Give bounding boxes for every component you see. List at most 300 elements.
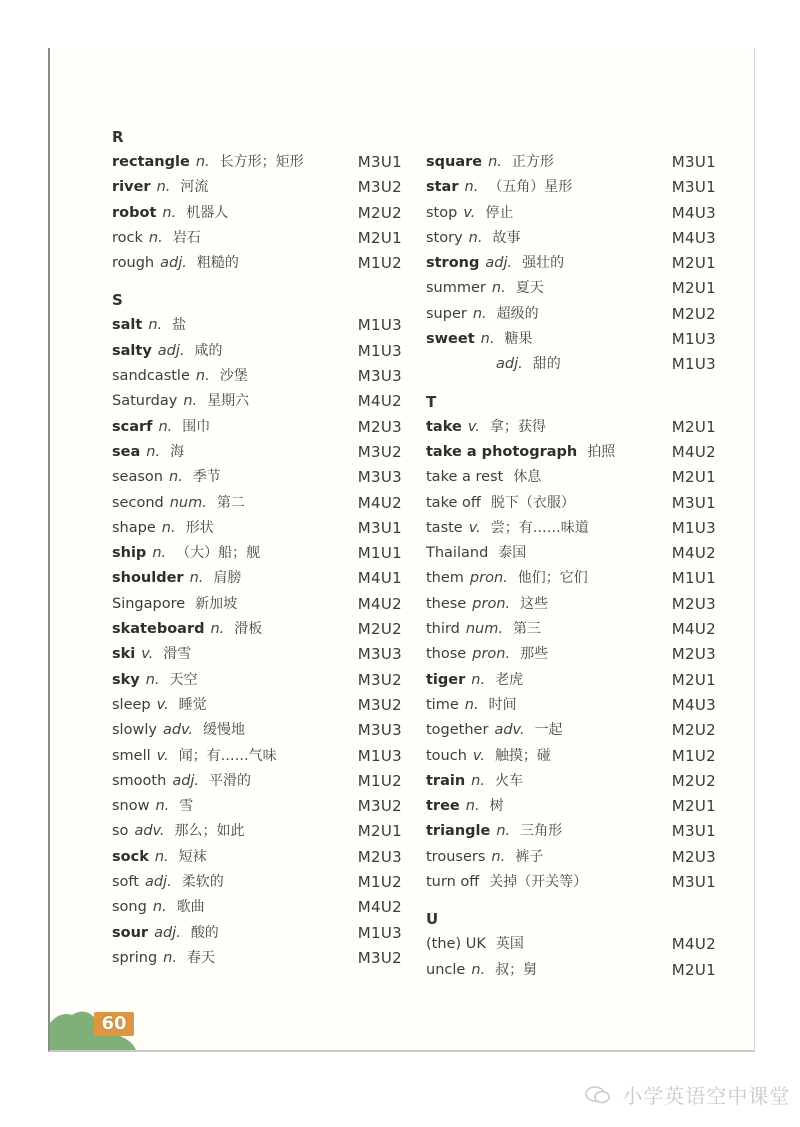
entry-unit: M2U1: [671, 417, 716, 436]
glossary-entry: [426, 226, 716, 251]
glossary-entry: [112, 541, 402, 566]
glossary-entry: [112, 566, 402, 591]
entry-part-of-speech: n.: [210, 621, 225, 638]
entry-word: salt: [112, 317, 143, 334]
entry-word: star: [426, 179, 459, 196]
entry-part-of-speech: n.: [183, 393, 198, 410]
entry-translation: 英国: [495, 936, 524, 953]
entry-translation: 火车: [494, 772, 523, 789]
entry-part-of-speech: n.: [154, 848, 169, 865]
wechat-icon: [585, 1085, 611, 1110]
entry-word: uncle: [426, 961, 466, 978]
entry-part-of-speech: n.: [464, 696, 479, 713]
entry-part-of-speech: n.: [480, 331, 495, 348]
left-column: [112, 125, 402, 971]
entry-translation: 正方形: [511, 154, 554, 170]
entry-part-of-speech: pron.: [472, 646, 511, 663]
entry-word: time: [426, 696, 459, 713]
entry-word: robot: [112, 204, 157, 221]
entry-translation: 海: [170, 443, 185, 460]
glossary-entry: [112, 389, 402, 414]
entry-part-of-speech: n.: [189, 570, 204, 587]
entry-part-of-speech: n.: [491, 280, 506, 297]
glossary-entry: [112, 150, 402, 175]
entry-unit: M3U1: [671, 822, 716, 841]
glossary-entry: [426, 819, 716, 844]
entry-word: song: [112, 899, 147, 916]
glossary-entry: [112, 744, 402, 769]
entry-translation: 河流: [180, 179, 209, 196]
entry-part-of-speech: n.: [168, 469, 183, 486]
section-letter: R: [112, 128, 124, 146]
entry-part-of-speech: n.: [471, 671, 486, 688]
entry-unit: M2U1: [671, 468, 716, 487]
entry-word: take a rest: [426, 469, 504, 486]
glossary-entry: [112, 794, 402, 819]
glossary-entry: [426, 958, 716, 983]
entry-part-of-speech: adj.: [496, 356, 523, 373]
entry-word: trousers: [426, 848, 486, 865]
entry-word: super: [426, 305, 467, 322]
entry-word: rock: [112, 229, 143, 246]
entry-word: Singapore: [112, 595, 186, 612]
entry-translation: 第二: [216, 494, 245, 511]
entry-unit: M1U2: [357, 873, 402, 892]
entry-unit: M4U2: [671, 620, 716, 639]
entry-part-of-speech: n.: [145, 671, 160, 688]
entry-part-of-speech: n.: [472, 305, 487, 322]
glossary-entry: [112, 201, 402, 226]
entry-word: take a photograph: [426, 443, 578, 460]
entry-part-of-speech: n.: [471, 772, 485, 789]
entry-unit: M4U2: [357, 493, 402, 512]
entry-unit: M2U1: [671, 960, 716, 979]
entry-translation: 甜的: [532, 356, 561, 373]
entry-part-of-speech: n.: [148, 317, 163, 334]
page-number: 60: [94, 1012, 134, 1036]
entry-translation: 岩石: [172, 229, 201, 246]
entry-unit: M4U2: [671, 442, 716, 461]
entry-translation: 三角形: [520, 823, 563, 840]
entry-unit: M3U1: [671, 873, 716, 892]
entry-translation: （大）船；舰: [176, 545, 261, 562]
entry-part-of-speech: v.: [468, 519, 481, 536]
entry-word: sleep: [112, 696, 151, 713]
entry-word: sandcastle: [112, 368, 190, 385]
glossary-entry: [112, 465, 402, 490]
entry-translation: 拿；获得: [489, 418, 546, 435]
entry-translation: 雪: [179, 798, 194, 815]
entry-word: summer: [426, 280, 486, 297]
entry-translation: 超级的: [496, 305, 539, 322]
glossary-entry: [112, 617, 402, 642]
entry-unit: M1U3: [671, 330, 716, 349]
entry-unit: M4U2: [357, 594, 402, 613]
glossary-entry: [112, 440, 402, 465]
entry-part-of-speech: n.: [496, 823, 511, 840]
entry-word: second: [112, 494, 164, 511]
glossary-entry: [426, 251, 716, 276]
entry-translation: 新加坡: [195, 595, 238, 612]
glossary-entry: [426, 175, 716, 200]
glossary-entry: [426, 642, 716, 667]
entry-word: square: [426, 154, 483, 170]
entry-unit: M1U3: [671, 355, 716, 374]
entry-part-of-speech: n.: [152, 545, 167, 562]
glossary-entry: [112, 642, 402, 667]
entry-translation: 叔；舅: [495, 961, 538, 978]
entry-unit: M2U2: [671, 771, 716, 790]
entry-word: snow: [112, 798, 150, 815]
entry-word: take off: [426, 494, 481, 511]
entry-translation: 沙堡: [219, 368, 248, 385]
entry-word: slowly: [112, 722, 157, 739]
entry-unit: M1U2: [671, 746, 716, 765]
entry-translation: 泰国: [498, 545, 527, 562]
entry-unit: M3U2: [357, 695, 402, 714]
entry-unit: M1U3: [671, 518, 716, 537]
entry-unit: M3U2: [357, 670, 402, 689]
entry-translation: 围巾: [182, 418, 211, 435]
glossary-entry: [112, 668, 402, 693]
glossary-entry: [426, 327, 716, 352]
glossary-entry: [426, 617, 716, 642]
entry-part-of-speech: n.: [471, 961, 486, 978]
entry-unit: M1U3: [357, 746, 402, 765]
entry-part-of-speech: n.: [158, 418, 173, 435]
entry-unit: M2U1: [671, 670, 716, 689]
entry-unit: M3U3: [357, 367, 402, 386]
entry-translation: 那么；如此: [174, 823, 245, 840]
entry-unit: M4U1: [357, 569, 402, 588]
entry-unit: M3U2: [357, 948, 402, 967]
entry-translation: （五角）星形: [488, 179, 573, 196]
entry-unit: M2U3: [671, 594, 716, 613]
glossary-entry: [112, 415, 402, 440]
entry-word: smell: [112, 747, 151, 764]
entry-translation: 盐: [172, 317, 187, 334]
entry-translation: 平滑的: [209, 772, 252, 789]
entry-unit: M1U2: [357, 771, 402, 790]
entry-part-of-speech: adj.: [154, 924, 181, 941]
entry-unit: M3U3: [357, 721, 402, 740]
glossary-entry: [426, 718, 716, 743]
entry-part-of-speech: n.: [465, 798, 480, 815]
entry-part-of-speech: pron.: [469, 570, 508, 587]
entry-part-of-speech: adj.: [172, 772, 200, 789]
section-letter: U: [426, 910, 439, 929]
entry-unit: M2U2: [357, 620, 402, 639]
entry-translation: 第三: [512, 621, 541, 638]
entry-unit: M3U2: [357, 442, 402, 461]
entry-part-of-speech: n.: [488, 154, 502, 170]
entry-translation: 滑板: [234, 621, 263, 638]
glossary-entry: [426, 302, 716, 327]
glossary-entry: [426, 744, 716, 769]
glossary-entry: [112, 226, 402, 251]
entry-translation: 短袜: [178, 848, 207, 865]
entry-word: those: [426, 646, 467, 663]
entry-unit: M3U3: [357, 468, 402, 487]
watermark-text: 小学英语空中课堂: [622, 1084, 791, 1108]
entry-part-of-speech: n.: [161, 519, 176, 536]
entry-part-of-speech: v.: [467, 418, 480, 435]
entry-translation: 机器人: [186, 204, 229, 221]
entry-word: shape: [112, 519, 156, 536]
entry-word: touch: [426, 747, 467, 764]
entry-part-of-speech: v.: [156, 747, 169, 764]
entry-unit: M2U2: [671, 304, 716, 323]
entry-unit: M3U1: [357, 518, 402, 537]
entry-unit: M2U2: [671, 721, 716, 740]
entry-part-of-speech: n.: [146, 443, 161, 460]
entry-translation: 停止: [485, 204, 514, 221]
entry-unit: M1U1: [357, 544, 402, 563]
entry-word: rectangle: [112, 154, 190, 170]
glossary-entry: [112, 693, 402, 718]
entry-unit: M4U3: [671, 228, 716, 247]
entry-translation: 滑雪: [163, 646, 192, 663]
entry-part-of-speech: adv.: [134, 823, 165, 840]
glossary-entry: [112, 769, 402, 794]
entry-unit: M4U2: [357, 392, 402, 411]
entry-translation: 柔软的: [181, 874, 224, 891]
entry-word: soft: [112, 874, 139, 891]
entry-word: tiger: [426, 671, 466, 688]
entry-unit: M3U1: [671, 493, 716, 512]
entry-unit: M3U1: [357, 153, 402, 171]
entry-translation: 长方形；矩形: [219, 154, 304, 170]
entry-part-of-speech: v.: [472, 747, 485, 764]
entry-word: rough: [112, 255, 155, 272]
glossary-entry: [426, 201, 716, 226]
entry-unit: M1U2: [357, 254, 402, 273]
entry-word: spring: [112, 949, 158, 966]
glossary-entry: [426, 516, 716, 541]
entry-word: season: [112, 469, 163, 486]
glossary-entry: [112, 870, 402, 895]
entry-unit: M2U1: [671, 279, 716, 298]
glossary-entry: [426, 276, 716, 301]
entry-translation: 粗糙的: [196, 255, 239, 272]
entry-translation: 歌曲: [176, 899, 205, 916]
entry-translation: 拍照: [587, 443, 616, 460]
entry-translation: 春天: [186, 949, 215, 966]
entry-word: sweet: [426, 331, 475, 348]
glossary-entry: [112, 251, 402, 276]
entry-part-of-speech: adv.: [162, 722, 194, 739]
glossary-entry: [426, 845, 716, 870]
entry-part-of-speech: n.: [162, 204, 177, 221]
entry-word: salty: [112, 342, 152, 359]
entry-part-of-speech: v.: [463, 204, 476, 221]
entry-unit: M2U2: [357, 203, 402, 222]
entry-part-of-speech: n.: [195, 368, 210, 385]
entry-unit: M4U2: [671, 935, 716, 954]
entry-translation: 闻；有……气味: [178, 747, 277, 764]
entry-translation: 咸的: [194, 342, 223, 359]
entry-unit: M2U1: [357, 822, 402, 841]
glossary-entry: [426, 932, 716, 957]
entry-part-of-speech: adj.: [485, 255, 513, 272]
entry-unit: M1U3: [357, 341, 402, 360]
glossary-entry: [426, 668, 716, 693]
entry-translation: 季节: [192, 469, 221, 486]
entry-word: triangle: [426, 823, 491, 840]
section-letter: S: [112, 291, 123, 310]
entry-unit: M3U1: [671, 153, 716, 171]
entry-unit: M4U3: [671, 203, 716, 222]
entry-translation: 一起: [534, 722, 563, 739]
glossary-entry: [426, 693, 716, 718]
glossary-entry: [112, 491, 402, 516]
entry-word: skateboard: [112, 621, 205, 638]
entry-translation: 树: [489, 798, 504, 815]
entry-part-of-speech: adv.: [494, 722, 525, 739]
entry-translation: 夏天: [515, 280, 544, 297]
entry-word: sour: [112, 924, 149, 941]
glossary-entry: [112, 819, 402, 844]
glossary-entry: [112, 718, 402, 743]
entry-part-of-speech: adj.: [160, 255, 187, 272]
entry-word: Thailand: [426, 545, 489, 562]
entry-unit: M2U1: [671, 254, 716, 273]
entry-translation: 糖果: [504, 331, 533, 348]
glossary-entry: [112, 845, 402, 870]
entry-word: sea: [112, 443, 141, 460]
glossary-entry: [112, 592, 402, 617]
right-column: [426, 125, 716, 983]
glossary-entry: [112, 946, 402, 971]
entry-word: taste: [426, 519, 463, 536]
entry-word: take: [426, 418, 462, 435]
entry-word: train: [426, 772, 466, 789]
entry-unit: M3U2: [357, 797, 402, 816]
entry-unit: M4U2: [671, 544, 716, 563]
entry-unit: M1U1: [671, 569, 716, 588]
entry-word: river: [112, 179, 151, 196]
entry-unit: M2U3: [671, 645, 716, 664]
entry-part-of-speech: n.: [464, 179, 479, 196]
entry-part-of-speech: v.: [156, 696, 169, 713]
entry-part-of-speech: num.: [465, 621, 503, 638]
entry-word: story: [426, 229, 463, 246]
glossary-entry: [426, 491, 716, 516]
glossary-entry: [112, 921, 402, 946]
entry-translation: 睡觉: [178, 696, 207, 713]
entry-word: stop: [426, 204, 458, 221]
glossary-entry: [426, 150, 716, 175]
glossary-entry: [426, 592, 716, 617]
glossary-entry: [112, 516, 402, 541]
glossary-entry: [426, 352, 716, 377]
entry-word: shoulder: [112, 570, 184, 587]
glossary-entry: [426, 541, 716, 566]
entry-word: them: [426, 570, 464, 587]
entry-translation: 缓慢地: [203, 722, 246, 739]
glossary-entry: [426, 465, 716, 490]
entry-unit: M4U2: [357, 898, 402, 917]
glossary-page: [48, 48, 755, 1052]
entry-unit: M2U1: [671, 797, 716, 816]
entry-part-of-speech: v.: [141, 646, 154, 663]
entry-part-of-speech: pron.: [472, 595, 511, 612]
entry-word: smooth: [112, 772, 167, 789]
glossary-entry: [112, 313, 402, 338]
entry-translation: 脱下（衣服）: [490, 494, 575, 511]
entry-translation: 强壮的: [522, 255, 565, 272]
entry-part-of-speech: n.: [491, 848, 506, 865]
section-letter: T: [426, 392, 437, 411]
entry-translation: 星期六: [207, 393, 250, 410]
glossary-entry: [112, 364, 402, 389]
entry-translation: 那些: [520, 646, 549, 663]
entry-translation: 时间: [488, 696, 517, 713]
entry-unit: M1U3: [357, 923, 402, 942]
entry-word: ski: [112, 646, 136, 663]
entry-part-of-speech: n.: [152, 899, 167, 916]
entry-translation: 肩膀: [213, 570, 242, 587]
entry-unit: M2U3: [357, 847, 402, 866]
entry-translation: 裤子: [515, 848, 544, 865]
entry-unit: M4U3: [671, 695, 716, 714]
watermark: [585, 1080, 790, 1110]
glossary-entry: [426, 769, 716, 794]
entry-word: (the) UK: [426, 936, 486, 953]
entry-translation: 尝；有……味道: [490, 519, 589, 536]
entry-translation: 关掉（开关等）: [489, 874, 588, 891]
entry-word: ship: [112, 545, 147, 562]
entry-unit: M1U3: [357, 316, 402, 335]
glossary-entry: [112, 895, 402, 920]
entry-part-of-speech: n.: [468, 229, 483, 246]
glossary-entry: [426, 794, 716, 819]
entry-part-of-speech: n.: [195, 154, 210, 170]
entry-word: together: [426, 722, 489, 739]
entry-word: tree: [426, 798, 460, 815]
entry-word: strong: [426, 255, 480, 272]
entry-part-of-speech: n.: [156, 179, 171, 196]
entry-word: third: [426, 621, 460, 638]
glossary-entry: [426, 415, 716, 440]
entry-translation: 休息: [513, 469, 542, 486]
entry-translation: 他们；它们: [517, 570, 588, 587]
entry-part-of-speech: adj.: [144, 874, 172, 891]
entry-word: Saturday: [112, 393, 178, 410]
entry-word: turn off: [426, 874, 480, 891]
entry-part-of-speech: n.: [155, 798, 170, 815]
entry-translation: 天空: [169, 671, 198, 688]
glossary-entry: [426, 440, 716, 465]
entry-translation: 故事: [492, 229, 521, 246]
entry-word: sock: [112, 848, 149, 865]
entry-unit: M2U3: [357, 417, 402, 436]
entry-word: scarf: [112, 418, 153, 435]
glossary-entry: [426, 566, 716, 591]
entry-unit: M2U3: [671, 847, 716, 866]
entry-translation: 触摸；碰: [494, 747, 551, 764]
entry-part-of-speech: num.: [169, 494, 207, 511]
glossary-entry: [112, 339, 402, 364]
entry-part-of-speech: n.: [148, 229, 163, 246]
column-spacer: [426, 125, 716, 150]
glossary-entry: [112, 175, 402, 200]
entry-part-of-speech: adj.: [157, 342, 185, 359]
entry-translation: 这些: [520, 595, 549, 612]
entry-translation: 酸的: [190, 924, 219, 941]
entry-unit: M3U2: [357, 178, 402, 197]
entry-unit: M2U1: [357, 228, 402, 247]
